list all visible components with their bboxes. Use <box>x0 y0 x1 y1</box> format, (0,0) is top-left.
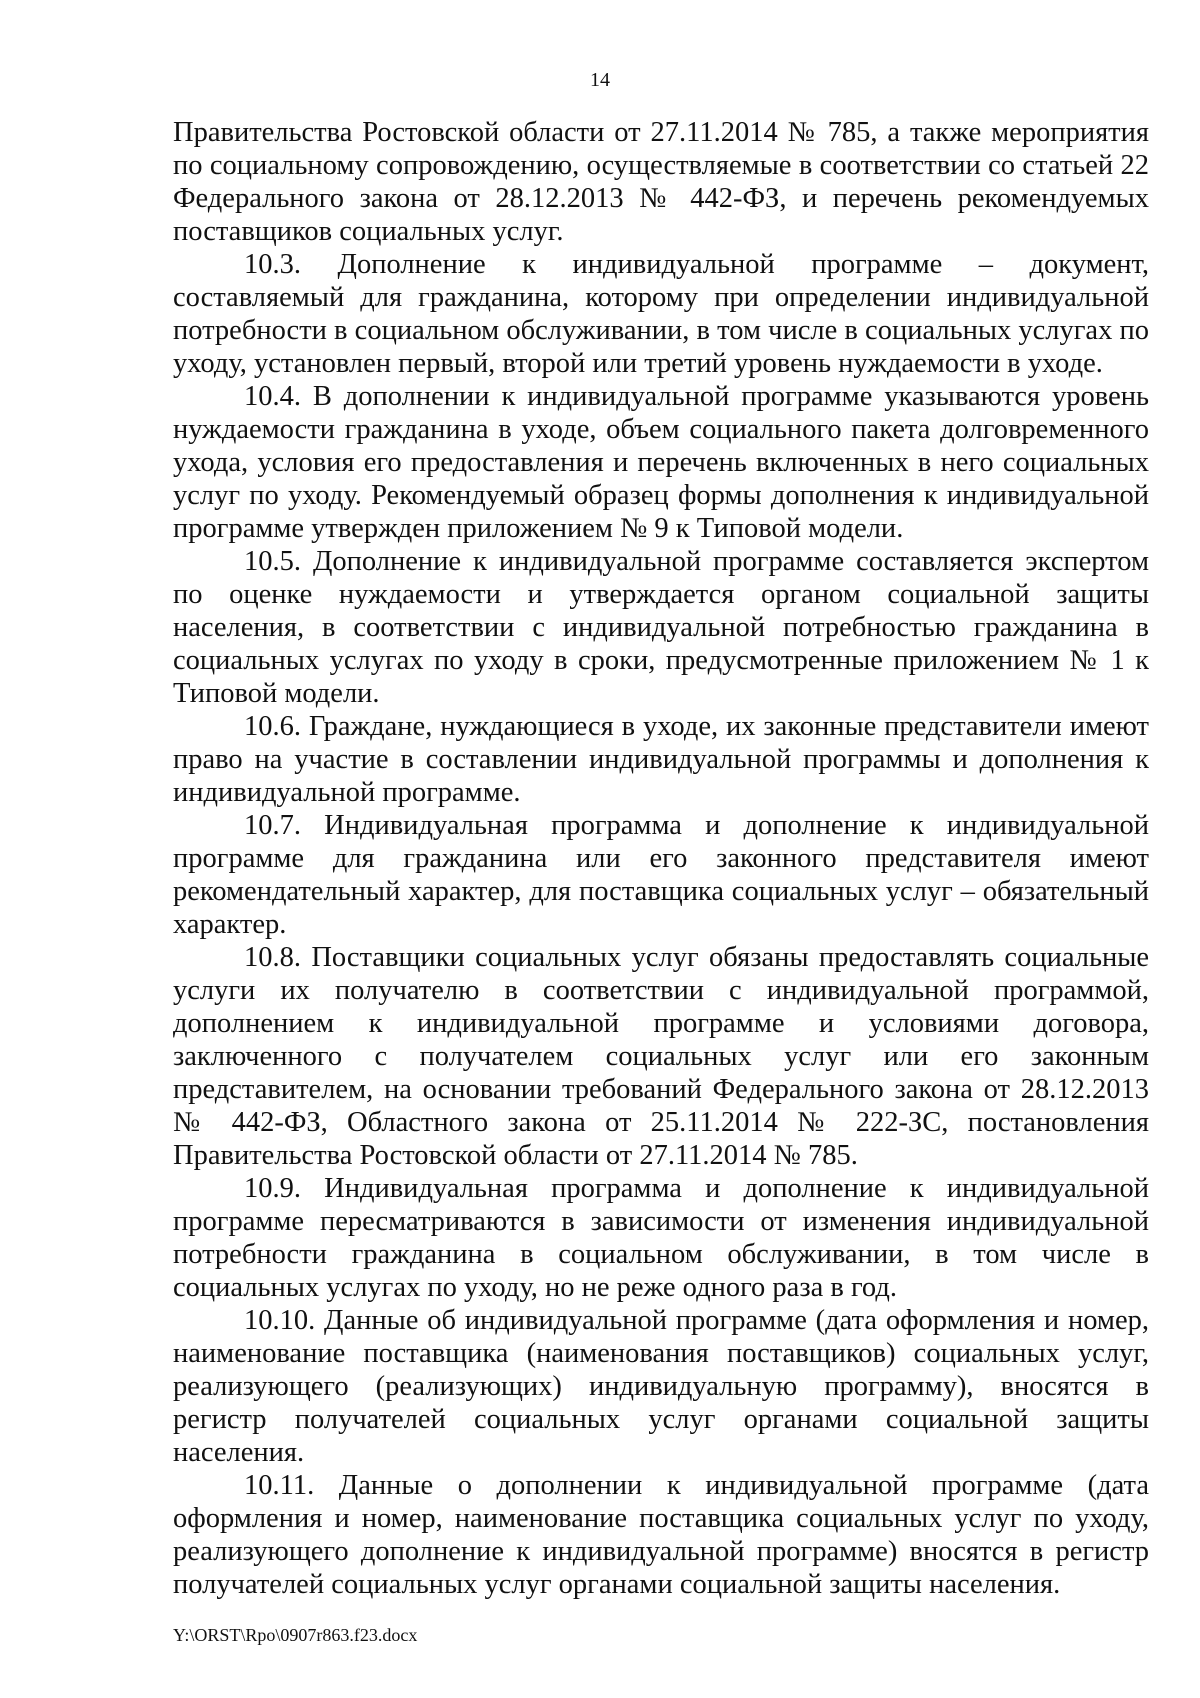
paragraph-continuation: Правительства Ростовской области от 27.11.2014 № 785, а также мероприятия по социальному сопровождению, осуществляемые в соответствии со статьей 22 Федерального закона от 28.12.2013 № 442-ФЗ, и перечень рекомендуемых поставщиков социальных услуг. <box>173 117 1149 247</box>
paragraph-10-7: 10.7. Индивидуальная программа и дополнение к индивидуальной программе для гражданина или его законного представителя имеют рекомендательный характер, для поставщика социальных услуг – обязательный характер. <box>173 810 1149 940</box>
document-body <box>173 116 1149 1601</box>
paragraph-10-9: 10.9. Индивидуальная программа и дополнение к индивидуальной программе пересматриваются в зависимости от изменения индивидуальной потребности гражданина в социальном обслуживании, в том числе в социальных услугах по уходу, но не реже одного раза в год. <box>173 1173 1149 1303</box>
paragraph-10-6: 10.6. Граждане, нуждающиеся в уходе, их законные представители имеют право на участие в составлении индивидуальной программы и дополнения к индивидуальной программе. <box>173 711 1149 808</box>
paragraph-10-5: 10.5. Дополнение к индивидуальной программе составляется экспертом по оценке нуждаемости и утверждается органом социальной защиты населения, в соответствии с индивидуальной потребностью гражданина в социальных услугах по уходу в сроки, предусмотренные приложением № 1 к Типовой модели. <box>173 546 1149 709</box>
paragraph-10-10: 10.10. Данные об индивидуальной программе (дата оформления и номер, наименование поставщика (наименования поставщиков) социальных услуг, реализующего (реализующих) индивидуальную программу), вносятся в регистр получателей социальных услуг органами социальной защиты населения. <box>173 1305 1149 1468</box>
paragraph-10-8: 10.8. Поставщики социальных услуг обязаны предоставлять социальные услуги их получателю в соответствии с индивидуальной программой, дополнением к индивидуальной программе и условиями договора, заключенного с получателем социальных услуг или его законным представителем, на основании требований Федерального закона от 28.12.2013 № 442-ФЗ, Областного закона от 25.11.2014 № 222-ЗС, постановления Правительства Ростовской области от 27.11.2014 № 785. <box>173 942 1149 1171</box>
paragraph-10-11: 10.11. Данные о дополнении к индивидуальной программе (дата оформления и номер, наименование поставщика социальных услуг по уходу, реализующего дополнение к индивидуальной программе) вносятся в регистр получателей социальных услуг органами социальной защиты населения. <box>173 1470 1149 1600</box>
paragraph-10-3: 10.3. Дополнение к индивидуальной программе – документ, составляемый для гражданина, которому при определении индивидуальной потребности в социальном обслуживании, в том числе в социальных услугах по уходу, установлен первый, второй или третий уровень нуждаемости в уходе. <box>173 249 1149 379</box>
footer-file-path: Y:\ORST\Rpo\0907r863.f23.docx <box>173 1625 418 1645</box>
paragraph-10-4: 10.4. В дополнении к индивидуальной программе указываются уровень нуждаемости гражданина в уходе, объем социального пакета долговременного ухода, условия его предоставления и перечень включенных в него социальных услуг по уходу. Рекомендуемый образец формы дополнения к индивидуальной программе утвержден приложением № 9 к Типовой модели. <box>173 381 1149 544</box>
page-number: 14 <box>590 69 610 91</box>
